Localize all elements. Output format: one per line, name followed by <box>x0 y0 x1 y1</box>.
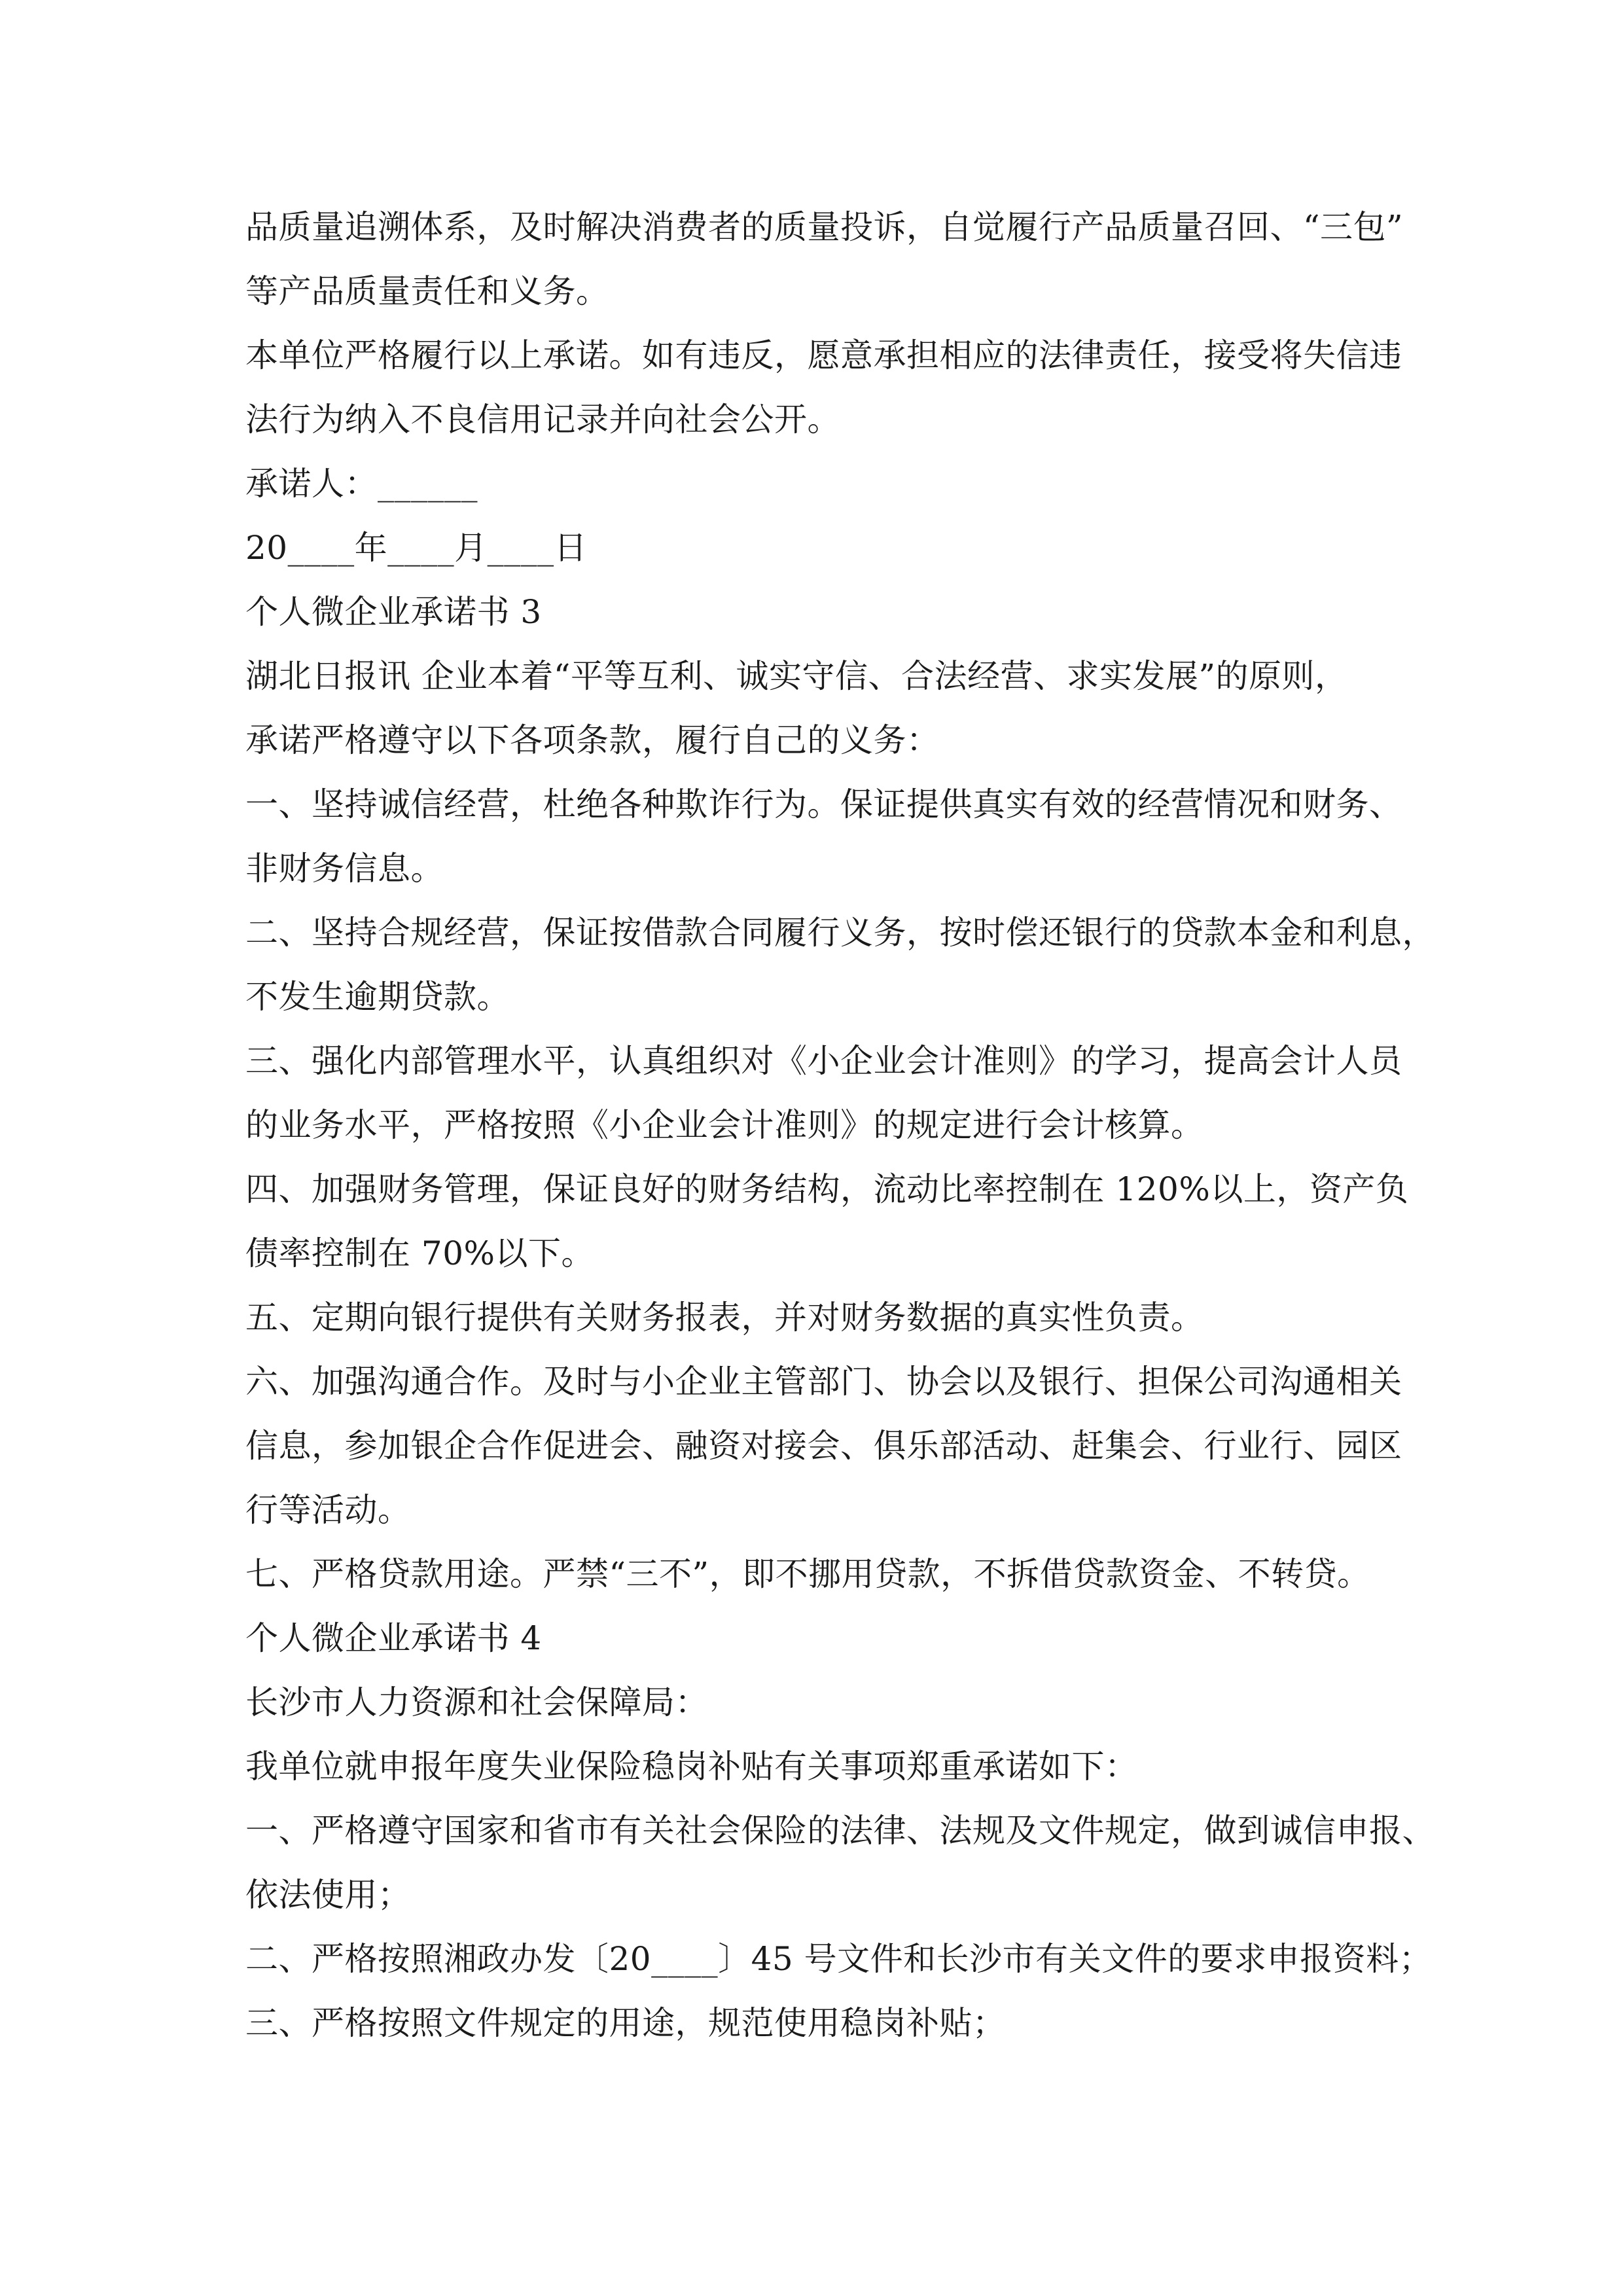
addressee-line: 长沙市人力资源和社会保障局： <box>245 1683 708 1721</box>
text-line: 六、加强沟通合作。及时与小企业主管部门、协会以及银行、担保公司沟通相关 <box>245 1363 1402 1401</box>
date-line: 20____年____月____日 <box>245 529 588 567</box>
text-line: 非财务信息。 <box>245 850 444 888</box>
text-line: 我单位就申报年度失业保险稳岗补贴有关事项郑重承诺如下： <box>245 1748 1138 1785</box>
text-line: 依法使用； <box>245 1876 411 1914</box>
text-line: 湖北日报讯 企业本着“平等互利、诚实守信、合法经营、求实发展”的原则， <box>245 657 1348 695</box>
section-heading: 个人微企业承诺书 4 <box>245 1619 542 1657</box>
text-line: 法行为纳入不良信用记录并向社会公开。 <box>245 401 840 439</box>
text-line: 二、严格按照湘政办发〔20____〕45 号文件和长沙市有关文件的要求申报资料； <box>245 1940 1433 1978</box>
text-line: 一、坚持诚信经营，杜绝各种欺诈行为。保证提供真实有效的经营情况和财务、 <box>245 785 1402 823</box>
text-line: 不发生逾期贷款。 <box>245 978 510 1016</box>
text-line: 二、坚持合规经营，保证按借款合同履行义务，按时偿还银行的贷款本金和利息， <box>245 914 1435 952</box>
text-line: 信息，参加银企合作促进会、融资对接会、俱乐部活动、赶集会、行业行、园区 <box>245 1427 1402 1465</box>
text-line: 的业务水平，严格按照《小企业会计准则》的规定进行会计核算。 <box>245 1106 1204 1144</box>
text-line: 四、加强财务管理，保证良好的财务结构，流动比率控制在 120%以上，资产负 <box>245 1170 1409 1208</box>
text-line: 三、严格按照文件规定的用途，规范使用稳岗补贴； <box>245 2004 1006 2042</box>
text-line: 本单位严格履行以上承诺。如有违反，愿意承担相应的法律责任，接受将失信违 <box>245 336 1402 374</box>
text-line: 承诺严格遵守以下各项条款，履行自己的义务： <box>245 721 940 759</box>
text-line: 品质量追溯体系，及时解决消费者的质量投诉，自觉履行产品质量召回、“三包” <box>245 208 1404 246</box>
text-line: 行等活动。 <box>245 1491 411 1529</box>
text-line: 三、强化内部管理水平，认真组织对《小企业会计准则》的学习，提高会计人员 <box>245 1042 1402 1080</box>
document-body <box>245 195 1435 2055</box>
section-heading: 个人微企业承诺书 3 <box>245 593 542 631</box>
text-line: 五、定期向银行提供有关财务报表，并对财务数据的真实性负责。 <box>245 1299 1204 1336</box>
signer-line: 承诺人：______ <box>245 465 478 503</box>
text-line: 七、严格贷款用途。严禁“三不”，即不挪用贷款，不拆借贷款资金、不转贷。 <box>245 1555 1370 1593</box>
text-line: 一、严格遵守国家和省市有关社会保险的法律、法规及文件规定，做到诚信申报、 <box>245 1812 1435 1850</box>
text-line: 等产品质量责任和义务。 <box>245 272 609 310</box>
text-line: 债率控制在 70%以下。 <box>245 1234 595 1272</box>
